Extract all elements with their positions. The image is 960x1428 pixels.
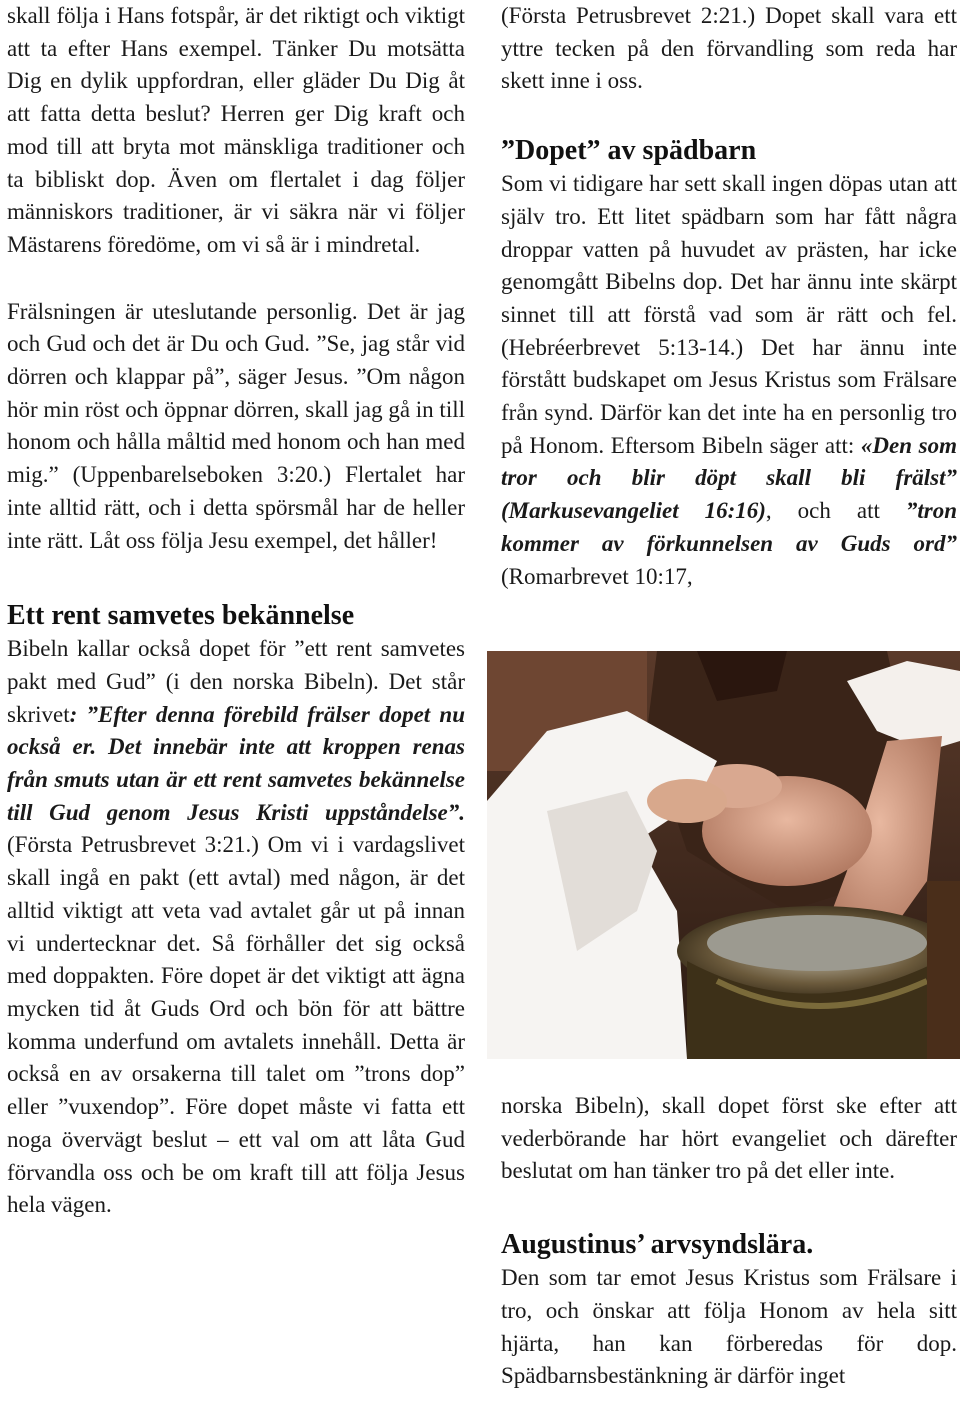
heading-augustinus: Augustinus’ arvsyndslära. (501, 1229, 814, 1261)
baptism-photo-image (487, 651, 960, 1059)
p3-quote: : ”Efter denna förebild frälser dopet nu också er. Det innebär inte att kroppen renas från smuts utan är ett rent samvetes bekännelse till Gud genom Jesus Kristi uppståndelse”. (7, 701, 465, 825)
right-paragraph-1: (Första Petrusbrevet 2:21.) Dopet skall vara ett yttre tecken på den förvandling som reda har skett inne i oss. (501, 3, 957, 94)
left-column (7, 0, 465, 1222)
left-paragraph-2: Frälsningen är uteslutande personlig. Det är jag och Gud och det är Du och Gud. ”Se, jag står vid dörren och klappar på”, säger Jesus. ”Om någon hör min röst och öppnar dörren, skall jag gå in till honom och hålla måltid med honom och han med mig.” (Uppenbarelseboken 3:20.) Flertalet har inte alltid rätt, och i detta spörsmål har de heller inte rätt. Låt oss följa Jesu exempel, det håller! (7, 298, 465, 553)
p3-text-a: Bibeln kallar också dopet för ”ett rent samvetes pakt med Gud” (i den norska Bibeln). Det står skrivet (7, 636, 465, 727)
left-paragraph-3 (7, 633, 465, 1222)
left-paragraph-1: skall följa i Hans fotspår, är det riktigt och viktigt att ta efter Hans exempel. Tänker Du motsätta Dig en dylik uppfordran, eller gläder Du Dig åt att fatta detta beslut? Herren ger Dig kraft och mod till att bryta mot mänskliga traditioner och ta bibliskt dop. Även om flertalet i dag följer människors traditioner, är vi säkra när vi följer Mästarens föredöme, om vi så är i mindretal. (7, 3, 465, 257)
p2-text-e: (Romarbrevet 10:17, (501, 563, 693, 589)
p2-text-a: Som vi tidigare har sett skall ingen döpas utan att själv tro. Ett litet spädbarn som har fått några droppar vatten på huvudet av prästen, har icke genomgått Bibelns dop. Det har ännu inte skärpt sinnet till att förstå vad som är rätt och fel. (Hebréerbrevet 5:13-14.) Det har ännu inte förstått budskapet om Jesus Kristus som Frälsare från synd. Därför kan det inte ha en personlig tro på Honom. Eftersom Bibeln säger att: (501, 171, 957, 458)
spacer (7, 557, 465, 599)
spacer (501, 1188, 957, 1228)
p2-text-c: , och att (765, 498, 906, 524)
spacer (7, 262, 465, 296)
heading-infant-baptism: ”Dopet” av spädbarn (501, 135, 757, 167)
p2-quote-rom: ”tron kommer av förkunnelsen av Guds ord” (501, 498, 957, 556)
right-paragraph-3: norska Bibeln), skall dopet först ske efter att vederbörande har hört evangeliet och därefter beslutat om han tänker tro på det eller inte. (501, 1093, 957, 1184)
p2-quote-mark: «Den som tror och blir döpt skall bli frälst” (Markusevangeliet 16:16) (501, 432, 957, 524)
baptism-photo (487, 651, 960, 1059)
heading-clean-conscience: Ett rent samvetes bekännelse (7, 600, 355, 632)
right-column-top (501, 0, 957, 593)
right-column-bottom (501, 1090, 957, 1393)
right-paragraph-2 (501, 168, 957, 593)
p3-text-c: (Första Petrusbrevet 3:21.) Om vi i vardagslivet skall ingå en pakt (ett avtal) med någon, är det alltid viktigt att veta vad avtalet går ut på innan vi undertecknar det. Så förhåller det sig också med doppakten. Före dopet är det viktigt att ägna mycken tid åt Guds Ord och bön för att bättre komma underfund om avtalets innehåll. Detta är också en av orsakerna till talet om ”trons dop” eller ”vuxendop”. Före dopet måste vi fatta ett noga övervägt beslut – ett val om att låta Gud förvandla oss och be om kraft till att följa Jesus hela vägen. (7, 832, 465, 1218)
right-paragraph-4: Den som tar emot Jesus Kristus som Frälsare i tro, och önskar att följa Honom av hela sitt hjärta, han kan förberedas för dop. Spädbarnsbestänkning är därför inget (501, 1265, 957, 1389)
spacer (501, 98, 957, 134)
